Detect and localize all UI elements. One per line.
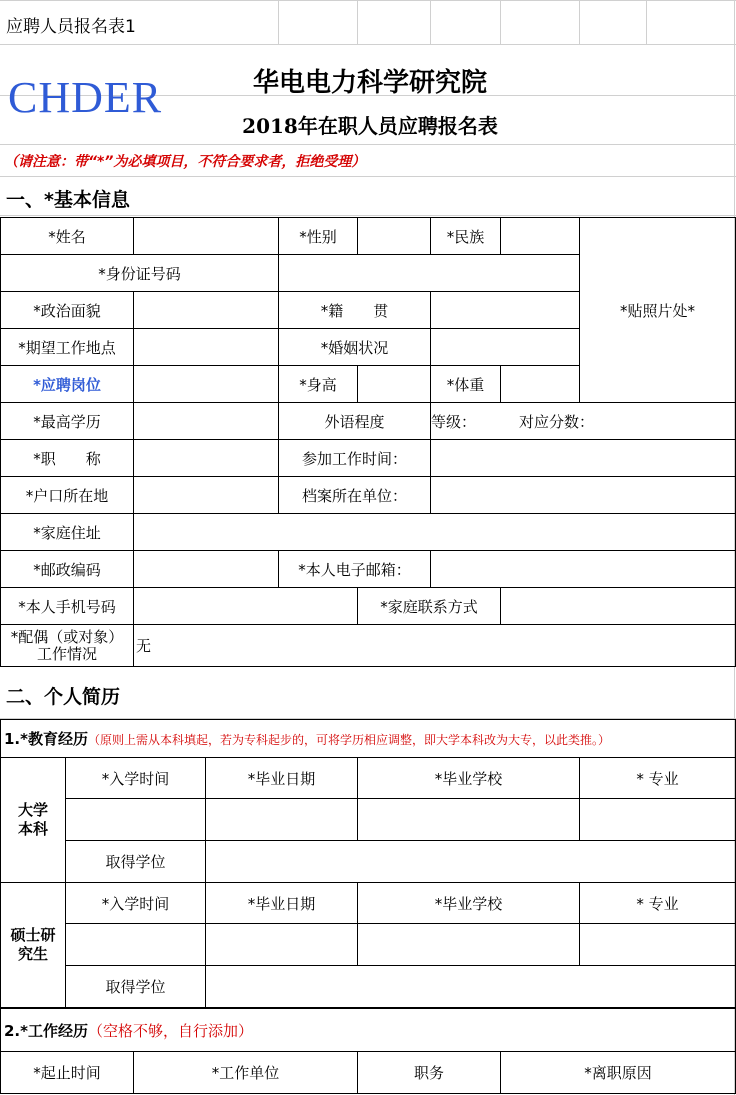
- section-resume-heading: 二、个人简历: [6, 686, 121, 708]
- spouse-label-line1: *配偶（或对象）: [10, 627, 124, 646]
- work-note: （空格不够，自行添加）: [87, 1021, 253, 1040]
- label-id-number: *身份证号码: [1, 255, 279, 292]
- input-position[interactable]: [134, 366, 279, 403]
- edu-heading-row: [1, 720, 736, 758]
- master-graduate-header: *毕业日期: [206, 883, 358, 924]
- label-archive: 档案所在单位：: [279, 477, 431, 514]
- label-ethnicity: *民族: [431, 218, 501, 255]
- label-native-place: *籍 贯: [279, 292, 431, 329]
- work-duty-header: 职务: [358, 1052, 501, 1094]
- work-table: [0, 1008, 736, 1094]
- bachelor-major-input[interactable]: [580, 799, 736, 841]
- input-family-contact[interactable]: [501, 588, 736, 625]
- label-family-contact: *家庭联系方式: [358, 588, 501, 625]
- label-work-start: 参加工作时间：: [279, 440, 431, 477]
- input-political[interactable]: [134, 292, 279, 329]
- label-master: [1, 883, 66, 1008]
- label-marital: *婚姻状况: [279, 329, 431, 366]
- master-major-input[interactable]: [580, 924, 736, 966]
- education-table: [0, 719, 736, 1008]
- foreign-lang-fields[interactable]: [431, 403, 736, 440]
- spouse-label-line2: 工作情况: [36, 644, 97, 663]
- bachelor-degree-label: 取得学位: [66, 841, 206, 883]
- label-title: *职 称: [1, 440, 134, 477]
- bachelor-line1: 大学: [17, 801, 48, 819]
- master-enroll-input[interactable]: [66, 924, 206, 966]
- master-degree-label: 取得学位: [66, 966, 206, 1008]
- master-major-header: * 专业: [580, 883, 736, 924]
- logo: CHDER: [8, 73, 163, 122]
- photo-area[interactable]: *贴照片处*: [580, 218, 736, 403]
- work-heading: 2.*工作经历: [4, 1021, 88, 1040]
- work-period-header: *起止时间: [1, 1052, 134, 1094]
- input-work-start[interactable]: [431, 440, 736, 477]
- work-reason-header: *离职原因: [501, 1052, 736, 1094]
- input-education[interactable]: [134, 403, 279, 440]
- label-name: *姓名: [1, 218, 134, 255]
- bachelor-enroll-input[interactable]: [66, 799, 206, 841]
- label-foreign-lang: 外语程度: [279, 403, 431, 440]
- master-degree-input[interactable]: [206, 966, 736, 1008]
- label-political: *政治面貌: [1, 292, 134, 329]
- input-address[interactable]: [134, 514, 736, 551]
- master-graduate-input[interactable]: [206, 924, 358, 966]
- master-school-header: *毕业学校: [358, 883, 580, 924]
- bachelor-major-header: * 专业: [580, 758, 736, 799]
- label-weight: *体重: [431, 366, 501, 403]
- input-mobile[interactable]: [134, 588, 358, 625]
- label-mobile: *本人手机号码: [1, 588, 134, 625]
- bachelor-graduate-input[interactable]: [206, 799, 358, 841]
- label-bachelor: [1, 758, 66, 883]
- level-label: 等级：: [431, 412, 477, 431]
- score-label: 对应分数：: [519, 412, 595, 431]
- input-marital[interactable]: [431, 329, 580, 366]
- input-hukou[interactable]: [134, 477, 279, 514]
- bachelor-degree-input[interactable]: [206, 841, 736, 883]
- bachelor-line2: 本科: [17, 820, 48, 838]
- master-school-input[interactable]: [358, 924, 580, 966]
- label-gender: *性别: [279, 218, 358, 255]
- notice-text: （请注意：带“*”为必填项目，不符合要求者，拒绝受理）: [4, 154, 366, 170]
- input-height[interactable]: [358, 366, 431, 403]
- input-archive[interactable]: [431, 477, 736, 514]
- input-ethnicity[interactable]: [501, 218, 580, 255]
- label-postcode: *邮政编码: [1, 551, 134, 588]
- input-title[interactable]: [134, 440, 279, 477]
- label-height: *身高: [279, 366, 358, 403]
- sheet-tab-label: 应聘人员报名表1: [6, 17, 136, 37]
- basic-info-table: [0, 217, 736, 667]
- label-position: *应聘岗位: [1, 366, 134, 403]
- bachelor-enroll-header: *入学时间: [66, 758, 206, 799]
- label-address: *家庭住址: [1, 514, 134, 551]
- input-id-number[interactable]: [279, 255, 580, 292]
- input-postcode[interactable]: [134, 551, 279, 588]
- input-email[interactable]: [431, 551, 736, 588]
- edu-heading: 1.*教育经历: [4, 730, 88, 748]
- label-hukou: *户口所在地: [1, 477, 134, 514]
- work-heading-row: [1, 1009, 736, 1052]
- input-gender[interactable]: [358, 218, 431, 255]
- master-enroll-header: *入学时间: [66, 883, 206, 924]
- label-email: *本人电子邮箱：: [279, 551, 431, 588]
- bachelor-graduate-header: *毕业日期: [206, 758, 358, 799]
- org-title: 华电电力科学研究院: [252, 68, 487, 98]
- form-title: 2018年在职人员应聘报名表: [242, 114, 498, 138]
- input-native-place[interactable]: [431, 292, 580, 329]
- label-work-location: *期望工作地点: [1, 329, 134, 366]
- section-basic-heading: 一、*基本信息: [6, 189, 130, 211]
- edu-note: （原则上需从本科填起，若为专科起步的，可将学历相应调整，即大学本科改为大专，以此类推。）: [87, 733, 610, 747]
- label-education: *最高学历: [1, 403, 134, 440]
- input-spouse[interactable]: 无: [134, 625, 736, 667]
- input-work-location[interactable]: [134, 329, 279, 366]
- input-name[interactable]: [134, 218, 279, 255]
- master-line1: 硕士研: [10, 926, 56, 944]
- work-employer-header: *工作单位: [134, 1052, 358, 1094]
- label-spouse: [1, 625, 134, 667]
- input-weight[interactable]: [501, 366, 580, 403]
- bachelor-school-header: *毕业学校: [358, 758, 580, 799]
- master-line2: 究生: [17, 945, 48, 963]
- bachelor-school-input[interactable]: [358, 799, 580, 841]
